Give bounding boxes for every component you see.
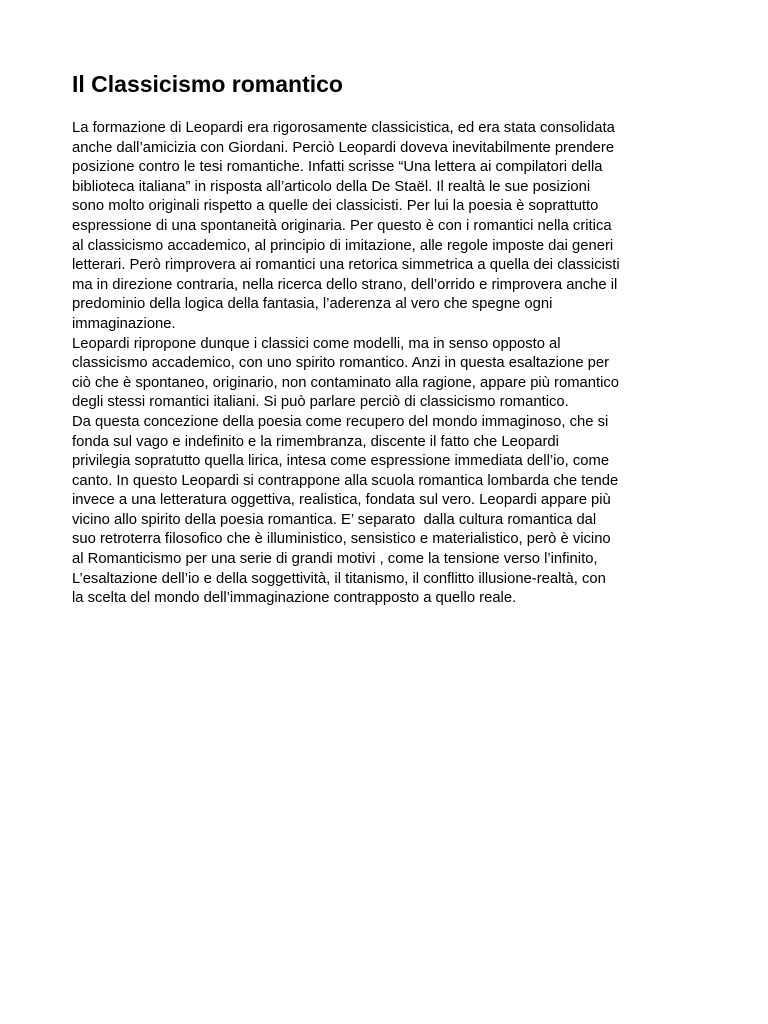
body-text-line: sono molto originali rispetto a quelle dei classicisti. Per lui la poesia è soprattutto [72, 198, 599, 215]
document-title: Il Classicismo romantico [72, 71, 343, 97]
body-text-line: Leopardi ripropone dunque i classici come modelli, ma in senso opposto al [72, 335, 561, 352]
body-text-line: predominio della logica della fantasia, l’aderenza al vero che spegne ogni [72, 296, 553, 313]
body-text-line: classicismo accademico, con uno spirito romantico. Anzi in questa esaltazione per [72, 355, 610, 372]
body-text-line: espressione di una spontaneità originaria. Per questo è con i romantici nella critica [72, 217, 612, 234]
body-text-line: invece a una letteratura oggettiva, realistica, fondata sul vero. Leopardi appare più [72, 492, 611, 509]
body-text-line: Da questa concezione della poesia come recupero del mondo immaginoso, che si [72, 413, 609, 430]
body-text-line: anche dall’amicizia con Giordani. Perciò Leopardi doveva inevitabilmente prendere [72, 139, 615, 156]
body-text-line: fonda sul vago e indefinito e la rimembranza, discente il fatto che Leopardi [72, 433, 559, 450]
body-text-line: canto. In questo Leopardi si contrappone alla scuola romantica lombarda che tende [72, 472, 619, 489]
document-body [72, 119, 712, 609]
body-text-line: vicino allo spirito della poesia romantica. E’ separato dalla cultura romantica dal [72, 511, 597, 528]
body-text-line: ciò che è spontaneo, originario, non contaminato alla ragione, appare più romantico [72, 374, 620, 391]
body-text-line: suo retroterra filosofico che è illuministico, sensistico e materialistico, però è vicino [72, 531, 611, 548]
body-text-line: immaginazione. [72, 315, 176, 332]
body-text-line: L’esaltazione dell’io e della soggettività, il titanismo, il conflitto illusione-realtà, con [72, 570, 606, 587]
body-text-line: biblioteca italiana” in risposta all’articolo della De Staël. Il realtà le sue posizioni [72, 178, 591, 195]
body-text-line: la scelta del mondo dell’immaginazione contrapposto a quello reale. [72, 590, 517, 607]
body-text-line: letterari. Però rimprovera ai romantici una retorica simmetrica a quella dei classicisti [72, 257, 620, 274]
body-text-line: degli stessi romantici italiani. Si può parlare perciò di classicismo romantico. [72, 394, 569, 411]
body-text-line: al classicismo accademico, al principio di imitazione, alle regole imposte dai generi [72, 237, 614, 254]
body-text-line: ma in direzione contraria, nella ricerca dello strano, dell’orrido e rimprovera anche il [72, 276, 618, 293]
body-text-line: La formazione di Leopardi era rigorosamente classicistica, ed era stata consolidata [72, 120, 615, 136]
body-text-line: privilegia sopratutto quella lirica, intesa come espressione immediata dell’io, come [72, 453, 610, 470]
body-text-line: posizione contro le tesi romantiche. Infatti scrisse “Una lettera ai compilatori della [72, 159, 603, 176]
body-text-line: al Romanticismo per una serie di grandi motivi , come la tensione verso l’infinito, [72, 551, 598, 568]
